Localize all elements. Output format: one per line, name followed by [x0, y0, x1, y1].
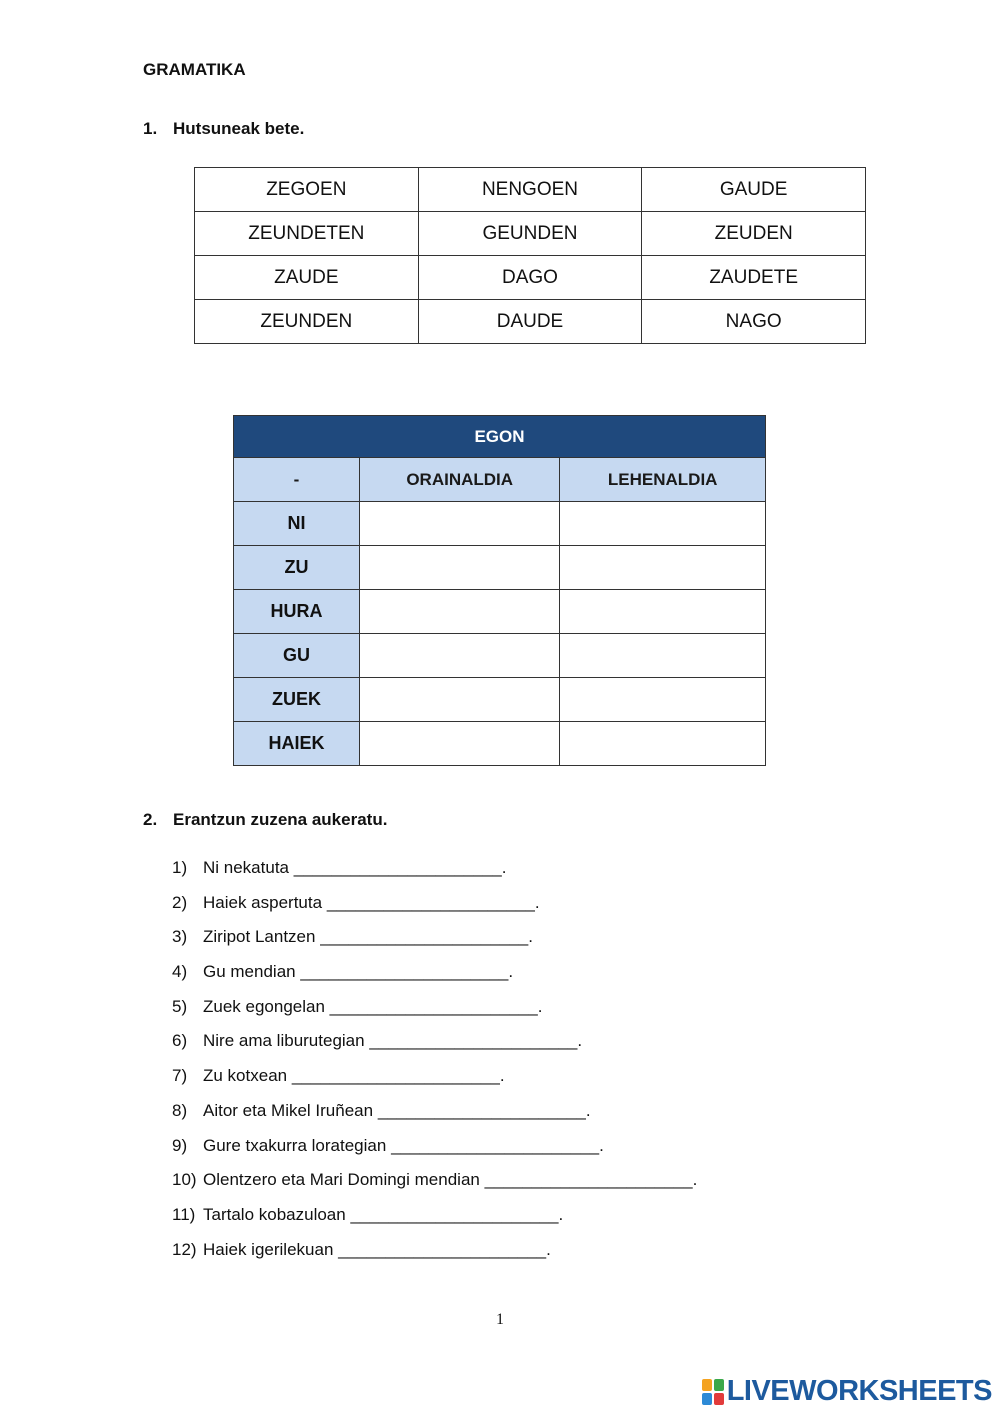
orainaldia-answer-cell[interactable]	[360, 678, 560, 722]
orainaldia-answer-cell[interactable]	[360, 722, 560, 766]
answer-blank[interactable]: ______________________	[326, 892, 535, 912]
orainaldia-answer-cell[interactable]	[360, 590, 560, 634]
section-1-number: 1.	[143, 119, 158, 138]
lehenaldia-answer-cell[interactable]	[560, 590, 766, 634]
question-number: 10)	[172, 1170, 197, 1190]
question-text: Haiek aspertuta	[203, 892, 323, 912]
word-bank-cell: ZAUDE	[195, 256, 419, 300]
conjugation-row	[234, 590, 766, 634]
word-bank-cell: GAUDE	[642, 168, 866, 212]
lehenaldia-answer-cell[interactable]	[560, 634, 766, 678]
question-text: Ziripot Lantzen	[203, 927, 316, 947]
page-number: 1	[496, 1311, 504, 1328]
lehenaldia-answer-cell[interactable]	[560, 722, 766, 766]
column-header-blank: -	[234, 458, 360, 502]
question-text: Tartalo kobazuloan	[203, 1204, 346, 1224]
egon-conjugation-table	[233, 415, 766, 766]
word-bank-cell: DAUDE	[418, 300, 642, 344]
word-bank-cell: ZEUNDEN	[195, 300, 419, 344]
question-number: 3)	[172, 927, 188, 947]
question-item: 11) Tartalo kobazuloan ______________________.	[172, 1204, 564, 1224]
section-2-label: Erantzun zuzena aukeratu.	[173, 810, 388, 829]
answer-blank[interactable]: ______________________	[320, 927, 529, 947]
word-bank-row	[195, 256, 866, 300]
word-bank-cell: DAGO	[418, 256, 642, 300]
question-item: 7) Zu kotxean ______________________.	[172, 1066, 505, 1086]
word-bank-row	[195, 300, 866, 344]
question-item: 4) Gu mendian ______________________.	[172, 962, 514, 982]
section-2-number: 2.	[143, 810, 158, 829]
word-bank-cell: GEUNDEN	[418, 212, 642, 256]
word-bank-row	[195, 212, 866, 256]
answer-blank[interactable]: ______________________	[329, 996, 538, 1016]
word-bank-cell: NENGOEN	[418, 168, 642, 212]
section-1-heading	[143, 119, 304, 139]
question-item: 2) Haiek aspertuta ______________________.	[172, 892, 540, 912]
question-number: 5)	[172, 996, 188, 1016]
lehenaldia-answer-cell[interactable]	[560, 502, 766, 546]
word-bank-cell: ZEUDEN	[642, 212, 866, 256]
pronoun-cell: HAIEK	[234, 722, 360, 766]
conjugation-row	[234, 634, 766, 678]
word-bank-row	[195, 168, 866, 212]
question-number: 9)	[172, 1135, 188, 1155]
conjugation-row	[234, 502, 766, 546]
pronoun-cell: ZU	[234, 546, 360, 590]
conjugation-row	[234, 722, 766, 766]
question-number: 8)	[172, 1100, 188, 1120]
pronoun-cell: NI	[234, 502, 360, 546]
word-bank-cell: ZEGOEN	[195, 168, 419, 212]
question-text: Nire ama liburutegian	[203, 1031, 365, 1051]
section-2-heading	[143, 810, 387, 830]
answer-blank[interactable]: ______________________	[377, 1100, 586, 1120]
answer-blank[interactable]: ______________________	[293, 858, 502, 877]
answer-blank[interactable]: ______________________	[291, 1066, 500, 1086]
question-item: 1) Ni nekatuta ______________________.	[172, 858, 507, 877]
lehenaldia-answer-cell[interactable]	[560, 678, 766, 722]
answer-blank[interactable]: ______________________	[484, 1170, 693, 1190]
question-number: 7)	[172, 1066, 188, 1086]
orainaldia-answer-cell[interactable]	[360, 634, 560, 678]
question-list	[172, 857, 697, 1273]
question-number: 4)	[172, 962, 188, 982]
question-item: 10) Olentzero eta Mari Domingi mendian ______________________.	[172, 1170, 698, 1190]
pronoun-cell: GU	[234, 634, 360, 678]
conjugation-row	[234, 546, 766, 590]
word-bank-cell: ZAUDETE	[642, 256, 866, 300]
column-header-lehenaldia: LEHENALDIA	[560, 458, 766, 502]
word-bank-cell: ZEUNDETEN	[195, 212, 419, 256]
answer-blank[interactable]: ______________________	[391, 1135, 600, 1155]
conjugation-row	[234, 678, 766, 722]
word-bank-table	[194, 167, 866, 344]
pronoun-cell: HURA	[234, 590, 360, 634]
orainaldia-answer-cell[interactable]	[360, 502, 560, 546]
question-item: 9) Gure txakurra lorategian ______________________.	[172, 1135, 604, 1155]
question-number: 6)	[172, 1031, 188, 1051]
question-number: 12)	[172, 1239, 197, 1259]
word-bank-cell: NAGO	[642, 300, 866, 344]
lehenaldia-answer-cell[interactable]	[560, 546, 766, 590]
question-item: 8) Aitor eta Mikel Iruñean ______________________.	[172, 1100, 591, 1120]
brand-name: LIVEWORKSHEETS	[726, 1375, 992, 1407]
question-number: 2)	[172, 892, 188, 912]
question-text: Gu mendian	[203, 962, 296, 982]
question-text: Gure txakurra lorategian	[203, 1135, 387, 1155]
section-1-label: Hutsuneak bete.	[173, 119, 305, 138]
answer-blank[interactable]: ______________________	[300, 962, 509, 982]
brand-watermark	[702, 1375, 992, 1408]
question-number: 1)	[172, 858, 188, 877]
answer-blank[interactable]: ______________________	[338, 1239, 547, 1259]
question-text: Zu kotxean	[203, 1066, 288, 1086]
liveworksheets-logo-icon	[702, 1379, 724, 1405]
question-item: 12) Haiek igerilekuan ______________________.	[172, 1239, 551, 1259]
orainaldia-answer-cell[interactable]	[360, 546, 560, 590]
question-item: 5) Zuek egongelan ______________________.	[172, 996, 543, 1016]
question-number: 11)	[172, 1204, 196, 1224]
question-text: Zuek egongelan	[203, 996, 325, 1016]
question-item: 6) Nire ama liburutegian ______________________.	[172, 1031, 583, 1051]
question-text: Haiek igerilekuan	[203, 1239, 334, 1259]
answer-blank[interactable]: ______________________	[350, 1204, 559, 1224]
question-text: Ni nekatuta	[203, 858, 289, 877]
answer-blank[interactable]: ______________________	[369, 1031, 578, 1051]
question-item: 3) Ziripot Lantzen ______________________.	[172, 927, 533, 947]
column-header-orainaldia: ORAINALDIA	[360, 458, 560, 502]
table-header-egon: EGON	[234, 416, 766, 458]
page-title: GRAMATIKA	[143, 60, 246, 79]
pronoun-cell: ZUEK	[234, 678, 360, 722]
question-text: Olentzero eta Mari Domingi mendian	[203, 1170, 480, 1190]
question-text: Aitor eta Mikel Iruñean	[203, 1100, 374, 1120]
